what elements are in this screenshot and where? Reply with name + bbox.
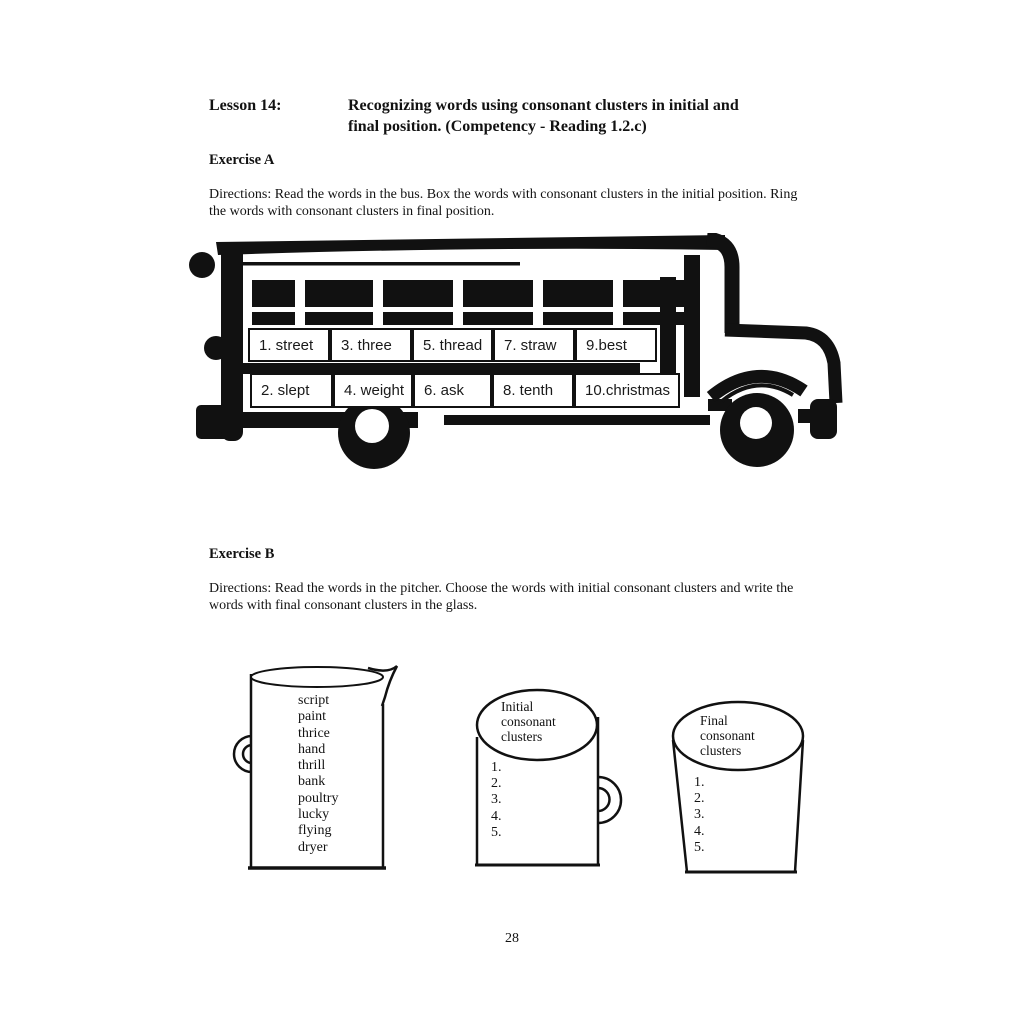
exercise-b-heading: Exercise B — [209, 546, 275, 562]
mug-label-line: consonant — [501, 714, 556, 730]
pitcher-word: hand — [298, 741, 326, 757]
bus-word-box-5: 5. thread — [412, 328, 493, 362]
pitcher-word: script — [298, 693, 330, 708]
pitcher-word: bank — [298, 774, 326, 790]
pitcher-word: thrill — [298, 758, 326, 774]
mug-label-line: clusters — [501, 729, 543, 745]
mug-label-line: Initial — [501, 699, 534, 714]
glass-label-line: clusters — [700, 743, 742, 759]
glass-label-line: Final — [700, 713, 728, 728]
exercise-a-heading: Exercise A — [209, 152, 275, 168]
bus-word-box-6: 6. ask — [413, 373, 492, 408]
mug-answer-number: 3. — [491, 792, 502, 808]
pitcher-word: poultry — [298, 790, 339, 806]
glass-label — [700, 713, 755, 759]
pitcher-word: thrice — [298, 725, 330, 741]
glass-answer-number: 3. — [694, 807, 705, 823]
exercise-b-directions-line2: words with final consonant clusters in the glass. — [209, 598, 478, 613]
lesson-label: Lesson 14: — [209, 97, 282, 114]
glass-answer-number: 1. — [694, 775, 705, 790]
lesson-title-line1: Recognizing words using consonant clusters in initial and — [348, 97, 739, 114]
pitcher-word-list — [298, 693, 338, 856]
mug-answer-lines — [491, 760, 502, 841]
bus-word-box-7: 7. straw — [493, 328, 575, 362]
exercise-a-directions-line1: Directions: Read the words in the bus. Box the words with consonant clusters in the initial position. Ring — [209, 187, 798, 202]
bus-word-box-10: 10.christmas — [574, 373, 680, 408]
bus-word-box-9: 9.best — [575, 328, 657, 362]
glass-icon — [655, 680, 825, 885]
mug-answer-number: 4. — [491, 808, 502, 824]
bus-word-box-2: 2. slept — [250, 373, 333, 408]
glass-answer-lines — [694, 775, 705, 856]
bus-word-box-1: 1. street — [248, 328, 330, 362]
glass-answer-number: 5. — [694, 839, 705, 855]
mug-label — [501, 699, 556, 745]
bus-word-box-3: 3. three — [330, 328, 412, 362]
glass-answer-number: 2. — [694, 791, 705, 807]
page-number: 28 — [505, 931, 519, 946]
pitcher-word: dryer — [298, 839, 328, 855]
bus-word-box-4: 4. weight — [333, 373, 413, 408]
pitcher-word: flying — [298, 823, 332, 839]
mug-answer-number: 5. — [491, 824, 502, 840]
bus-word-box-8: 8. tenth — [492, 373, 574, 408]
exercise-a-directions-line2: the words with consonant clusters in final position. — [209, 204, 495, 219]
bus-windows — [252, 280, 691, 325]
school-bus-illustration — [188, 233, 848, 478]
lesson-title-line2: final position. (Competency - Reading 1.2.c) — [348, 118, 647, 135]
exercise-b-directions-line1: Directions: Read the words in the pitcher. Choose the words with initial consonant clusters and write the — [209, 581, 794, 596]
pitcher-word: paint — [298, 709, 326, 725]
glass-answer-number: 4. — [694, 823, 705, 839]
mug-answer-number: 2. — [491, 776, 502, 792]
glass-label-line: consonant — [700, 728, 755, 744]
pitcher-word: lucky — [298, 807, 330, 823]
mug-answer-number: 1. — [491, 760, 502, 775]
